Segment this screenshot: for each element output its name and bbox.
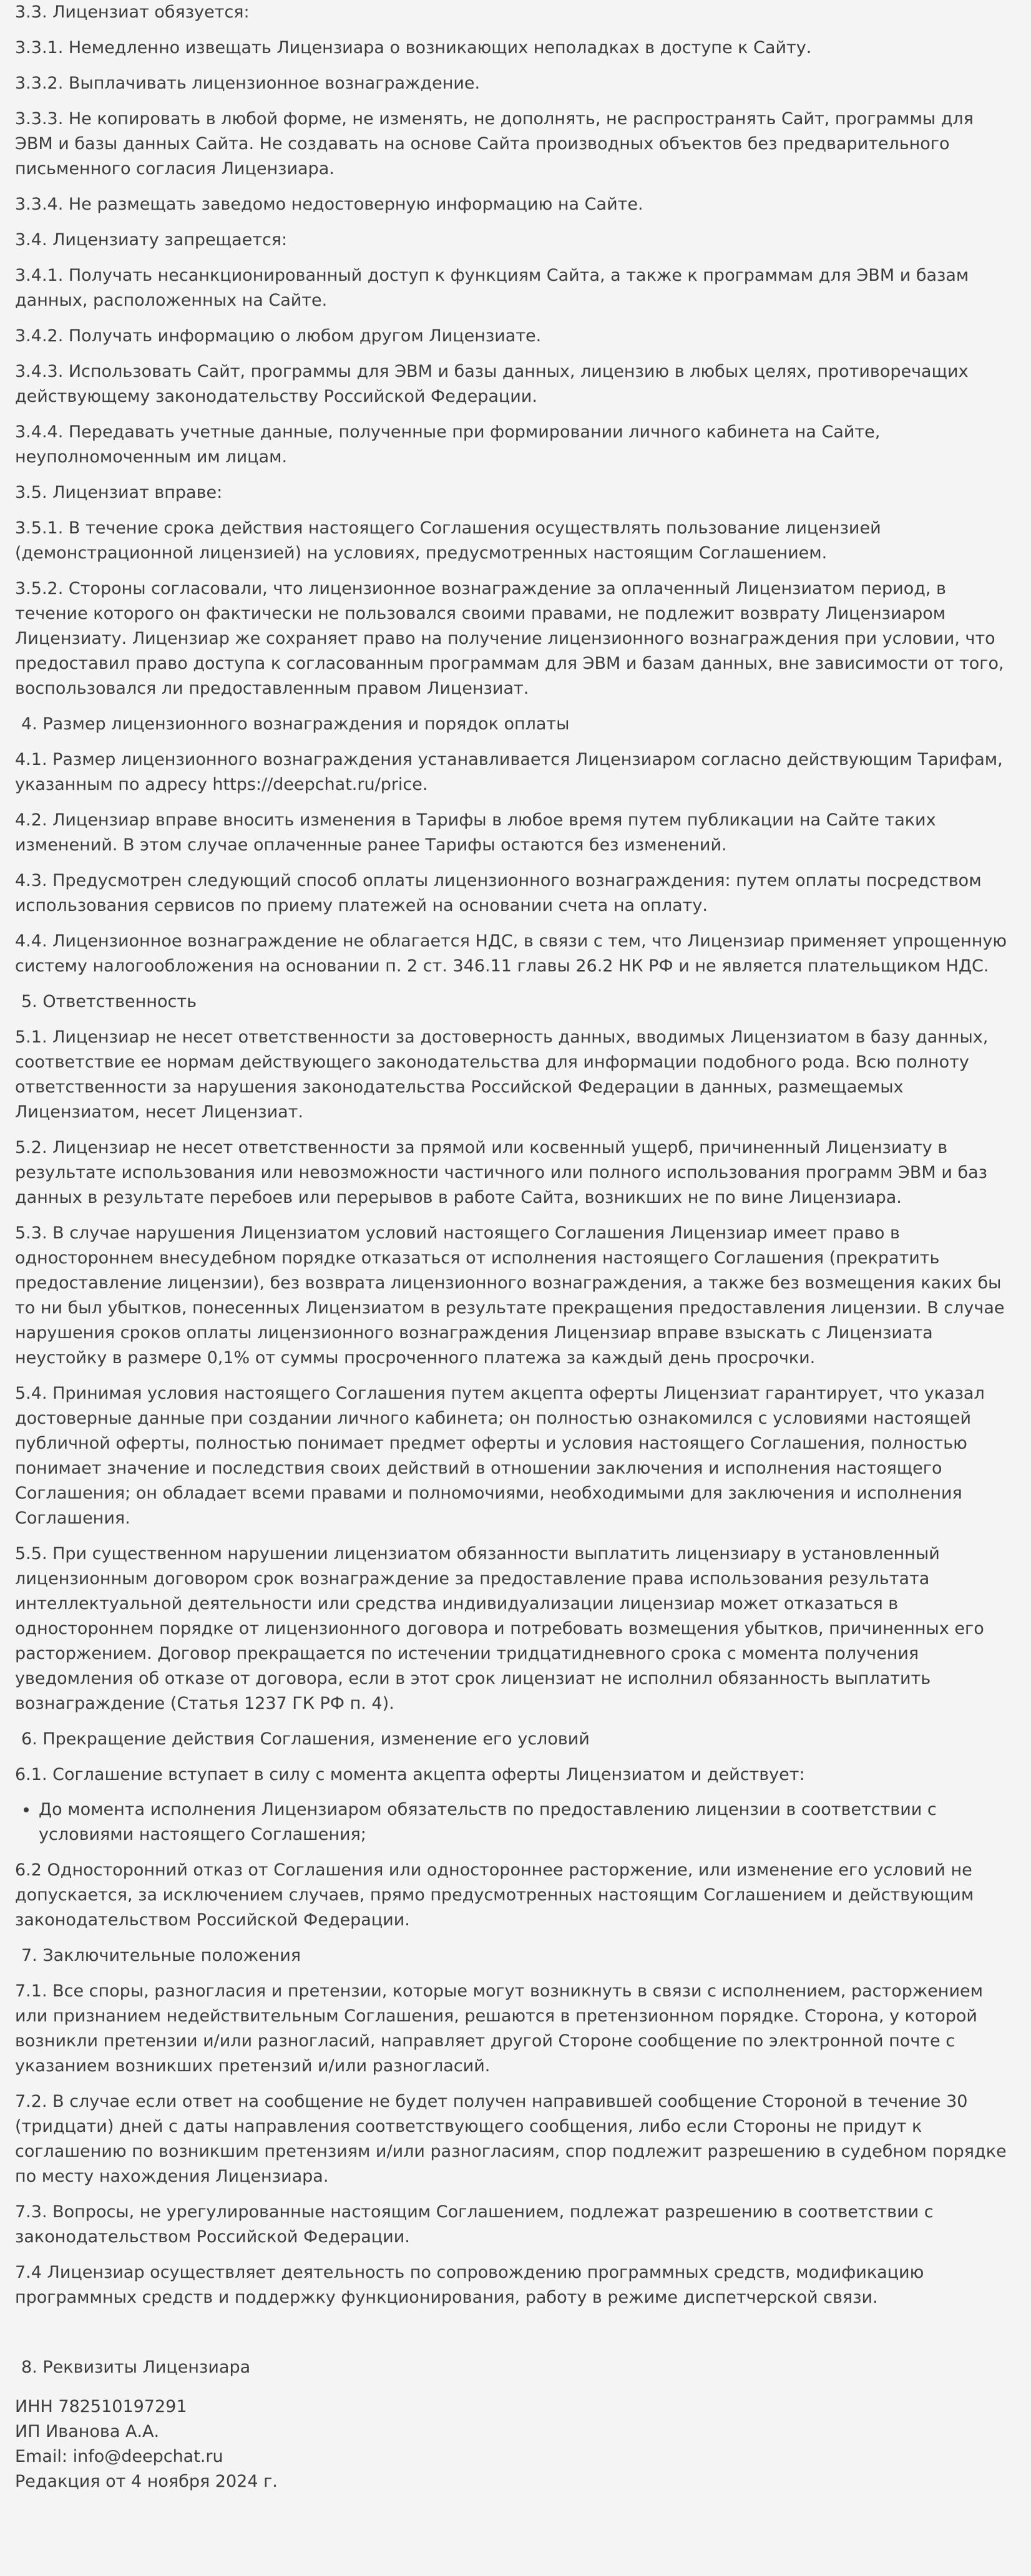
clause-4-1: 4.1. Размер лицензионного вознаграждения устанавливается Лицензиаром согласно действующим Тарифам, указанным по адресу https://deepchat.ru/price. <box>15 750 1003 794</box>
clause-5-4: 5.4. Принимая условия настоящего Соглашения путем акцепта оферты Лицензиат гарантирует, что указал достоверные данные при создании личного кабинета; он полностью ознакомился с условиями настоящей публичной оферты, полностью понимает предмет оферты и условия настоящего Соглашения, полностью понимает значение и последствия своих действий в отношении заключения и исполнения настоящего Соглашения; он обладает всеми правами и полномочиями, необходимыми для заключения и исполнения Соглашения. <box>15 1384 985 1528</box>
clause-4-4: 4.4. Лицензионное вознаграждение не облагается НДС, в связи с тем, что Лицензиар применяет упрощенную систему налогообложения на основании п. 2 ст. 346.11 главы 26.2 НК РФ и не является плательщиком НДС. <box>15 931 1007 976</box>
list-item: До момента исполнения Лицензиаром обязательств по предоставлению лицензии в соответствии с условиями настоящего Соглашения; <box>24 1797 1015 1847</box>
edition-date: Редакция от 4 ноября 2024 г. <box>15 2472 278 2491</box>
clause-5-1: 5.1. Лицензиар не несет ответственности за достоверность данных, вводимых Лицензиатом в базу данных, соответствие ее нормам действующего законодательства для информации подобного рода. Всю полноту ответственности за нарушения законодательства Российской Федерации в данных, размещаемых Лицензиатом, несет Лицензиат. <box>15 1028 989 1122</box>
section-3-5-heading: 3.5. Лицензиат вправе: <box>15 483 223 502</box>
clause-3-4-3: 3.4.3. Использовать Сайт, программы для ЭВМ и базы данных, лицензию в любых целях, противоречащих действующему законодательству Российской Федерации. <box>15 362 969 406</box>
clause-3-4-1: 3.4.1. Получать несанкционированный доступ к функциям Сайта, а также к программам для ЭВМ и базам данных, расположенных на Сайте. <box>15 266 969 310</box>
section-6-heading: 6. Прекращение действия Соглашения, изменение его условий <box>21 1729 590 1749</box>
clause-4-3: 4.3. Предусмотрен следующий способ оплаты лицензионного вознаграждения: путем оплаты посредством использования сервисов по приему платежей на основании счета на оплату. <box>15 871 982 915</box>
requisite-name: ИП Иванова А.А. <box>15 2422 160 2441</box>
clause-3-4-4: 3.4.4. Передавать учетные данные, полученные при формировании личного кабинета на Сайте, неуполномоченным им лицам. <box>15 422 881 467</box>
clause-3-3-2: 3.3.2. Выплачивать лицензионное вознаграждение. <box>15 74 481 93</box>
clause-7-2: 7.2. В случае если ответ на сообщение не будет получен направившей сообщение Стороной в течение 30 (тридцати) дней с даты направления соответствующего сообщения, либо если Стороны не придут к соглашению по возникшим претензиям и/или разногласиям, спор подлежит разрешению в судебном порядке по месту нахождения Лицензиара. <box>15 2092 1007 2186</box>
section-3-3-heading: 3.3. Лицензиат обязуется: <box>15 2 250 22</box>
clause-3-3-3: 3.3.3. Не копировать в любой форме, не изменять, не дополнять, не распространять Сайт, программы для ЭВМ и базы данных Сайта. Не создавать на основе Сайта производных объектов без предварительного письменного согласия Лицензиара. <box>15 109 974 178</box>
clause-3-3-4: 3.3.4. Не размещать заведомо недостоверную информацию на Сайте. <box>15 195 643 214</box>
clause-3-5-1: 3.5.1. В течение срока действия настоящего Соглашения осуществлять пользование лицензией (демонстрационной лицензией) на условиях, предусмотренных настоящим Соглашением. <box>15 518 881 563</box>
section-5-heading: 5. Ответственность <box>21 992 197 1011</box>
clause-3-4-2: 3.4.2. Получать информацию о любом другом Лицензиате. <box>15 326 542 346</box>
clause-6-1: 6.1. Соглашение вступает в силу с момента акцепта оферты Лицензиатом и действует: <box>15 1765 805 1784</box>
section-4-heading: 4. Размер лицензионного вознаграждения и порядок оплаты <box>21 714 570 734</box>
licensor-requisites <box>15 2394 1015 2494</box>
section-7-heading: 7. Заключительные положения <box>21 1946 301 1965</box>
clause-5-5: 5.5. При существенном нарушении лицензиатом обязанности выплатить лицензиару в установленный лицензионным договором срок вознаграждение за предоставление права использования результата интеллектуальной деятельности или средства индивидуализации лицензиар может отказаться в одностороннем порядке от лицензионного договора и потребовать возмещения убытков, причиненных его расторжением. Договор прекращается по истечении тридцатидневного срока с момента получения уведомления об отказе от договора, если в этот срок лицензиат не исполнил обязанность выплатить вознаграждение (Статья 1237 ГК РФ п. 4). <box>15 1544 984 1713</box>
clause-7-3: 7.3. Вопросы, не урегулированные настоящим Соглашением, подлежат разрешению в соответствии с законодательством Российской Федерации. <box>15 2202 934 2247</box>
requisite-email: Email: info@deepchat.ru <box>15 2447 223 2466</box>
section-8-heading: 8. Реквизиты Лицензиара <box>21 2358 251 2377</box>
clause-6-1-list <box>15 1797 1015 1847</box>
clause-7-1: 7.1. Все споры, разногласия и претензии, которые могут возникнуть в связи с исполнением, расторжением или признанием недействительным Соглашения, решаются в претензионном порядке. Сторона, у которой возникли претензии и/или разногласий, направляет другой Стороне сообщение по электронной почте с указанием возникших претензий и/или разногласий. <box>15 1981 983 2076</box>
clause-7-4: 7.4 Лицензиар осуществляет деятельность по сопровождению программных средств, модификацию программных средств и поддержку функционирования, работу в режиме диспетчерской связи. <box>15 2263 924 2307</box>
clause-6-2: 6.2 Односторонний отказ от Соглашения или одностороннее расторжение, или изменение его условий не допускается, за исключением случаев, прямо предусмотренных настоящим Соглашением и действующим законодательством Российской Федерации. <box>15 1860 974 1930</box>
clause-3-5-2: 3.5.2. Стороны согласовали, что лицензионное вознаграждение за оплаченный Лицензиатом период, в течение которого он фактически не пользовался своими правами, не подлежит возврату Лицензиаром Лицензиату. Лицензиар же сохраняет право на получение лицензионного вознаграждения при условии, что предоставил право доступа к согласованным программам для ЭВМ и базам данных, вне зависимости от того, воспользовался ли предоставленным правом Лицензиат. <box>15 579 1004 698</box>
clause-4-2: 4.2. Лицензиар вправе вносить изменения в Тарифы в любое время путем публикации на Сайте таких изменений. В этом случае оплаченные ранее Тарифы остаются без изменений. <box>15 810 936 855</box>
requisite-inn: ИНН 782510197291 <box>15 2397 187 2416</box>
clause-5-3: 5.3. В случае нарушения Лицензиатом условий настоящего Соглашения Лицензиар имеет право в одностороннем внесудебном порядке отказаться от исполнения настоящего Соглашения (прекратить предоставление лицензии), без возврата лицензионного вознаграждения, а также без возмещения каких бы то ни был убытков, понесенных Лицензиатом в результате прекращения предоставления лицензии. В случае нарушения сроков оплаты лицензионного вознаграждения Лицензиар вправе взыскать с Лицензиата неустойку в размере 0,1% от суммы просроченного платежа за каждый день просрочки. <box>15 1223 1005 1368</box>
clause-3-3-1: 3.3.1. Немедленно извещать Лицензиара о возникающих неполадках в доступе к Сайту. <box>15 38 812 57</box>
clause-5-2: 5.2. Лицензиар не несет ответственности за прямой или косвенный ущерб, причиненный Лицензиату в результате использования или невозможности частичного или полного использования программ ЭВМ и баз данных в результате перебоев или перерывов в работе Сайта, возникших не по вине Лицензиара. <box>15 1138 987 1207</box>
section-3-4-heading: 3.4. Лицензиату запрещается: <box>15 230 288 250</box>
